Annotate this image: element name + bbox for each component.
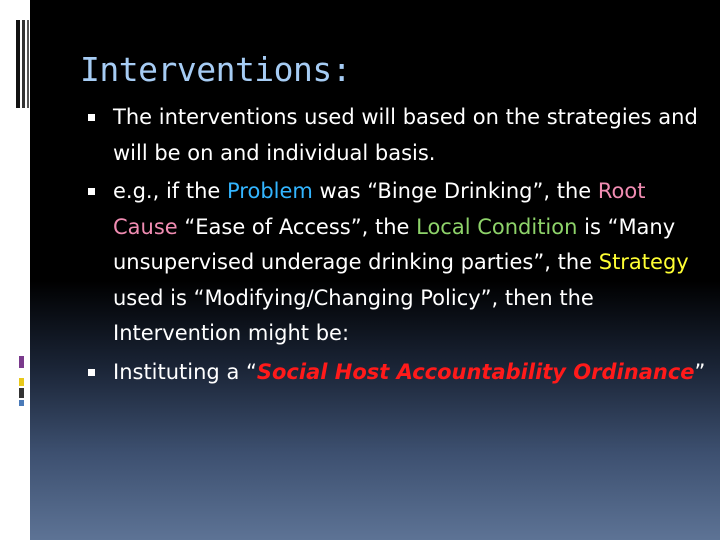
- strategy-label: Strategy: [598, 250, 689, 274]
- square-bullet-icon: [88, 188, 95, 195]
- bullet-text: used is “Modifying/Changing Policy”, then the Intervention might be:: [113, 285, 594, 345]
- bullet-text: Instituting a “: [113, 359, 257, 384]
- bullet-text: e.g., if the: [113, 179, 227, 203]
- side-mark-purple: [19, 356, 24, 368]
- left-decorative-bar: [0, 0, 30, 540]
- root-cause-label: Root Cause: [113, 179, 646, 239]
- side-mark-yellow: [19, 378, 24, 386]
- bullet-item: [88, 100, 706, 171]
- square-bullet-icon: [88, 369, 95, 376]
- local-condition-label: Local Condition: [416, 214, 578, 239]
- bullet-text: ”: [694, 359, 706, 384]
- slide-title: Interventions:: [80, 50, 352, 89]
- bullet-text: was “Binge Drinking”, the: [312, 179, 598, 203]
- bullet-item: [88, 355, 706, 391]
- bullet-text: “Ease of Access”, the: [177, 214, 417, 239]
- bullet-text: The interventions used will based on the strategies and will be on and individual basis.: [113, 105, 698, 165]
- top-stripe-decoration-3: [27, 20, 29, 108]
- side-mark-blue: [19, 400, 24, 406]
- side-mark-dark: [19, 388, 24, 398]
- square-bullet-icon: [88, 114, 95, 121]
- problem-label: Problem: [227, 179, 313, 203]
- top-stripe-decoration-2: [22, 20, 25, 108]
- bullet-item: [88, 174, 706, 352]
- top-stripe-decoration: [16, 20, 20, 108]
- bullet-list: [88, 100, 706, 393]
- ordinance-emphasis: Social Host Accountability Ordinance: [256, 359, 695, 384]
- bullet-text: is “Many unsupervised underage drinking parties”, the: [113, 214, 676, 274]
